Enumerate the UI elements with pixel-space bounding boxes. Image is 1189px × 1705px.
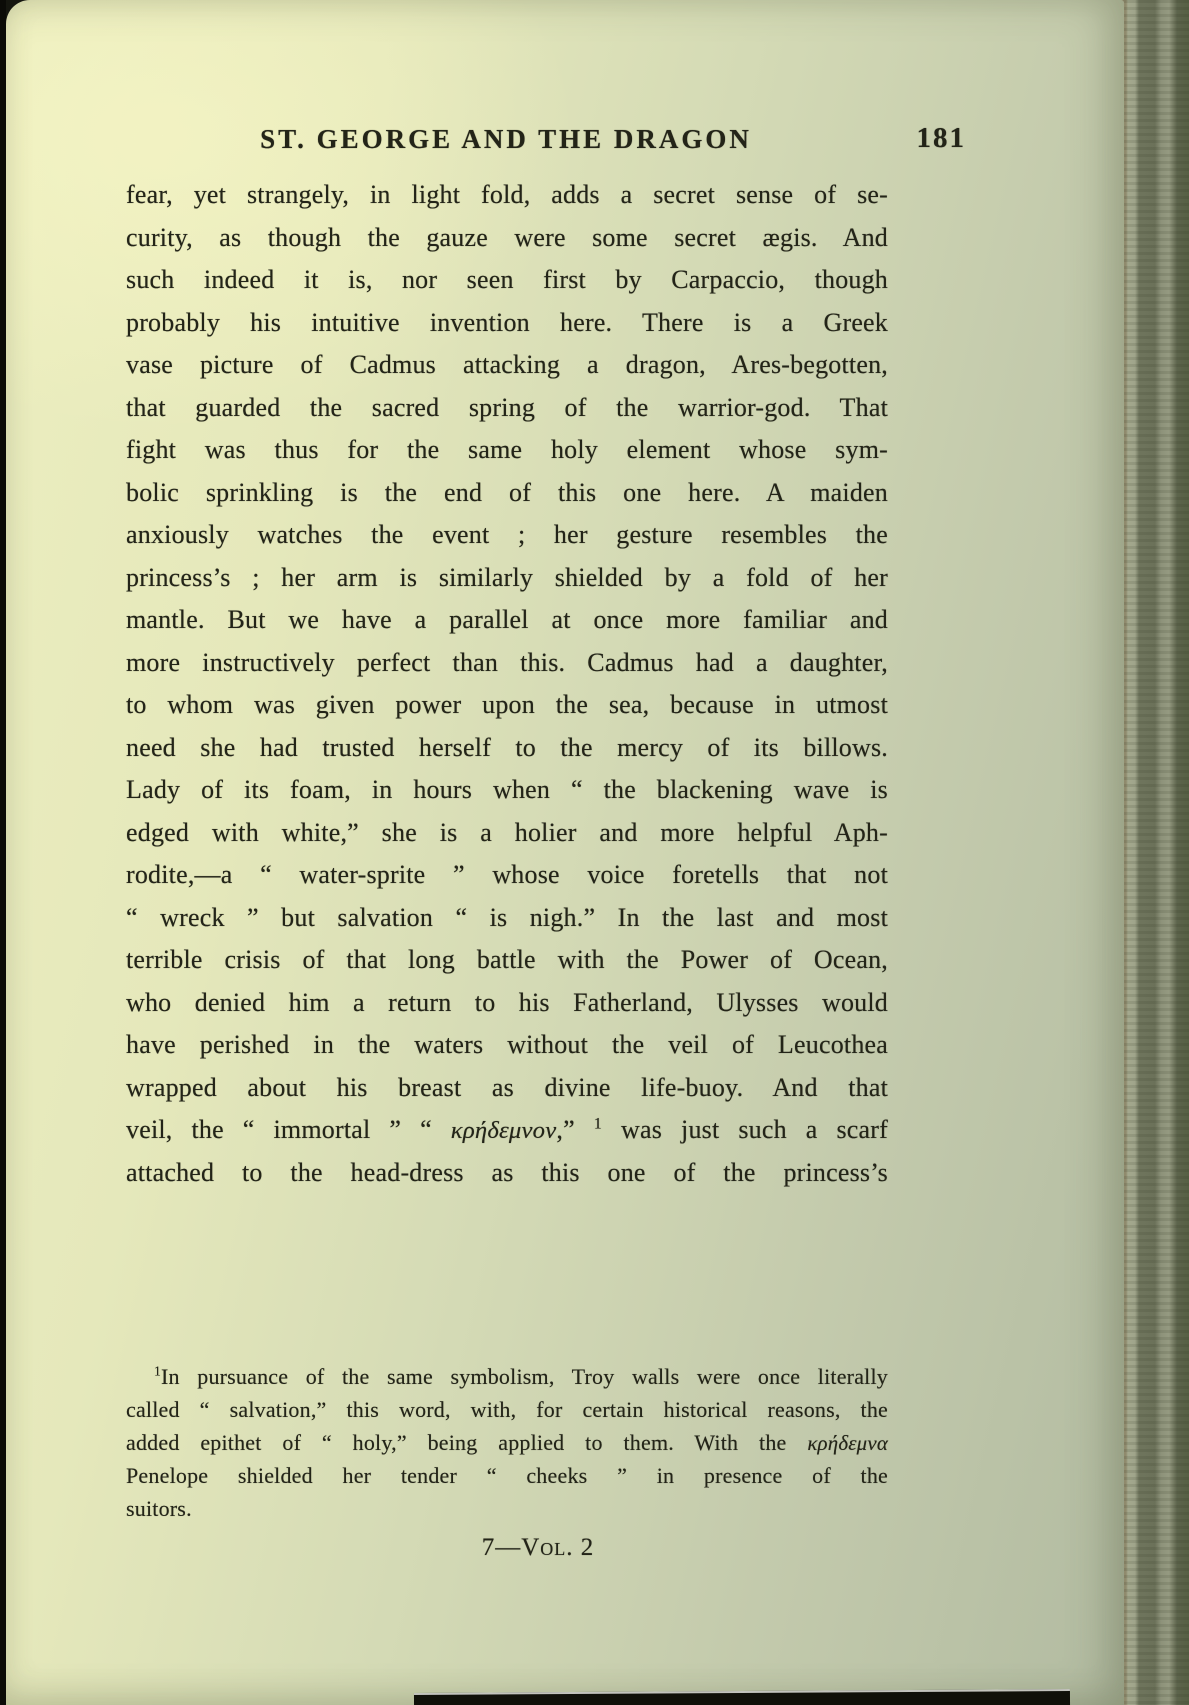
running-head	[126, 124, 966, 166]
text-line: more instructively perfect than this. Cadmus had a daughter,	[126, 647, 888, 677]
text-line: anxiously watches the event ; her gesture resembles the	[126, 520, 888, 549]
text-line: attached to the head-dress as this one of the princess’s	[126, 1157, 888, 1187]
footnote-line: suitors.	[126, 1496, 192, 1521]
footnote	[126, 1360, 888, 1525]
text-line: mantle. But we have a parallel at once more familiar and	[126, 605, 888, 634]
text-line: Lady of its foam, in hours when “ the blackening wave is	[126, 775, 888, 804]
text-segment: ,”	[556, 1115, 594, 1144]
book-page	[6, 0, 1124, 1705]
text-line: need she had trusted herself to the mercy of its billows.	[126, 732, 888, 762]
text-segment: veil, the “ immortal ” “	[126, 1115, 451, 1144]
greek-word: κρήδεμνον	[450, 1117, 557, 1144]
greek-word: κρήδεμνα	[807, 1431, 888, 1455]
left-gutter-edge	[0, 0, 6, 1705]
page-bottom-shadow	[414, 1689, 1070, 1705]
page-title: ST. GEORGE AND THE DRAGON	[260, 124, 752, 154]
text-line: probably his intuitive invention here. There is a Greek	[126, 307, 888, 337]
text-line: who denied him a return to his Fatherland, Ulysses would	[126, 987, 888, 1017]
text-line: wrapped about his breast as divine life-buoy. And that	[126, 1072, 888, 1102]
text-line: bolic sprinkling is the end of this one here. A maiden	[126, 477, 888, 507]
text-line: terrible crisis of that long battle with the Power of Ocean,	[126, 945, 888, 974]
footnote-reference: 1	[593, 1115, 603, 1133]
footnote-line: called “ salvation,” this word, with, for certain historical reasons, the	[126, 1397, 888, 1422]
text-line: “ wreck ” but salvation “ is nigh.” In the last and most	[126, 902, 888, 932]
text-line: fight was thus for the same holy element whose sym-	[126, 435, 888, 464]
page-edge-stack	[1119, 0, 1189, 1705]
text-line: fear, yet strangely, in light fold, adds a secret sense of se-	[126, 180, 888, 209]
text-line: vase picture of Cadmus attacking a dragon, Ares-begotten,	[126, 350, 888, 379]
text-line: princess’s ; her arm is similarly shielded by a fold of her	[126, 562, 888, 592]
text-segment: added epithet of “ holy,” being applied to them. With the	[126, 1430, 808, 1455]
body-text	[126, 174, 888, 1194]
text-segment: In pursuance of the same symbolism, Troy walls were once literally	[161, 1364, 888, 1389]
footnote-marker: 1	[154, 1363, 162, 1379]
signature-mark: 7—Vol. 2	[481, 1534, 595, 1561]
footnote-line: Penelope shielded her tender “ cheeks ” in presence of the	[126, 1463, 888, 1488]
text-line: have perished in the waters without the veil of Leucothea	[126, 1030, 888, 1059]
text-line: rodite,—a “ water-sprite ” whose voice foretells that not	[126, 860, 888, 889]
text-segment: was just such a scarf	[602, 1115, 888, 1144]
text-line: edged with white,” she is a holier and more helpful Aph-	[126, 817, 888, 847]
footnote-line	[126, 1360, 888, 1393]
footnote-line	[126, 1426, 888, 1459]
text-line: such indeed it is, nor seen first by Carpaccio, though	[126, 265, 888, 294]
text-line: to whom was given power upon the sea, because in utmost	[126, 690, 888, 719]
text-line: curity, as though the gauze were some secret ægis. And	[126, 222, 888, 252]
text-line-with-greek	[126, 1109, 888, 1152]
page-number: 181	[916, 122, 966, 154]
text-line: that guarded the sacred spring of the warrior-god. That	[126, 392, 888, 422]
